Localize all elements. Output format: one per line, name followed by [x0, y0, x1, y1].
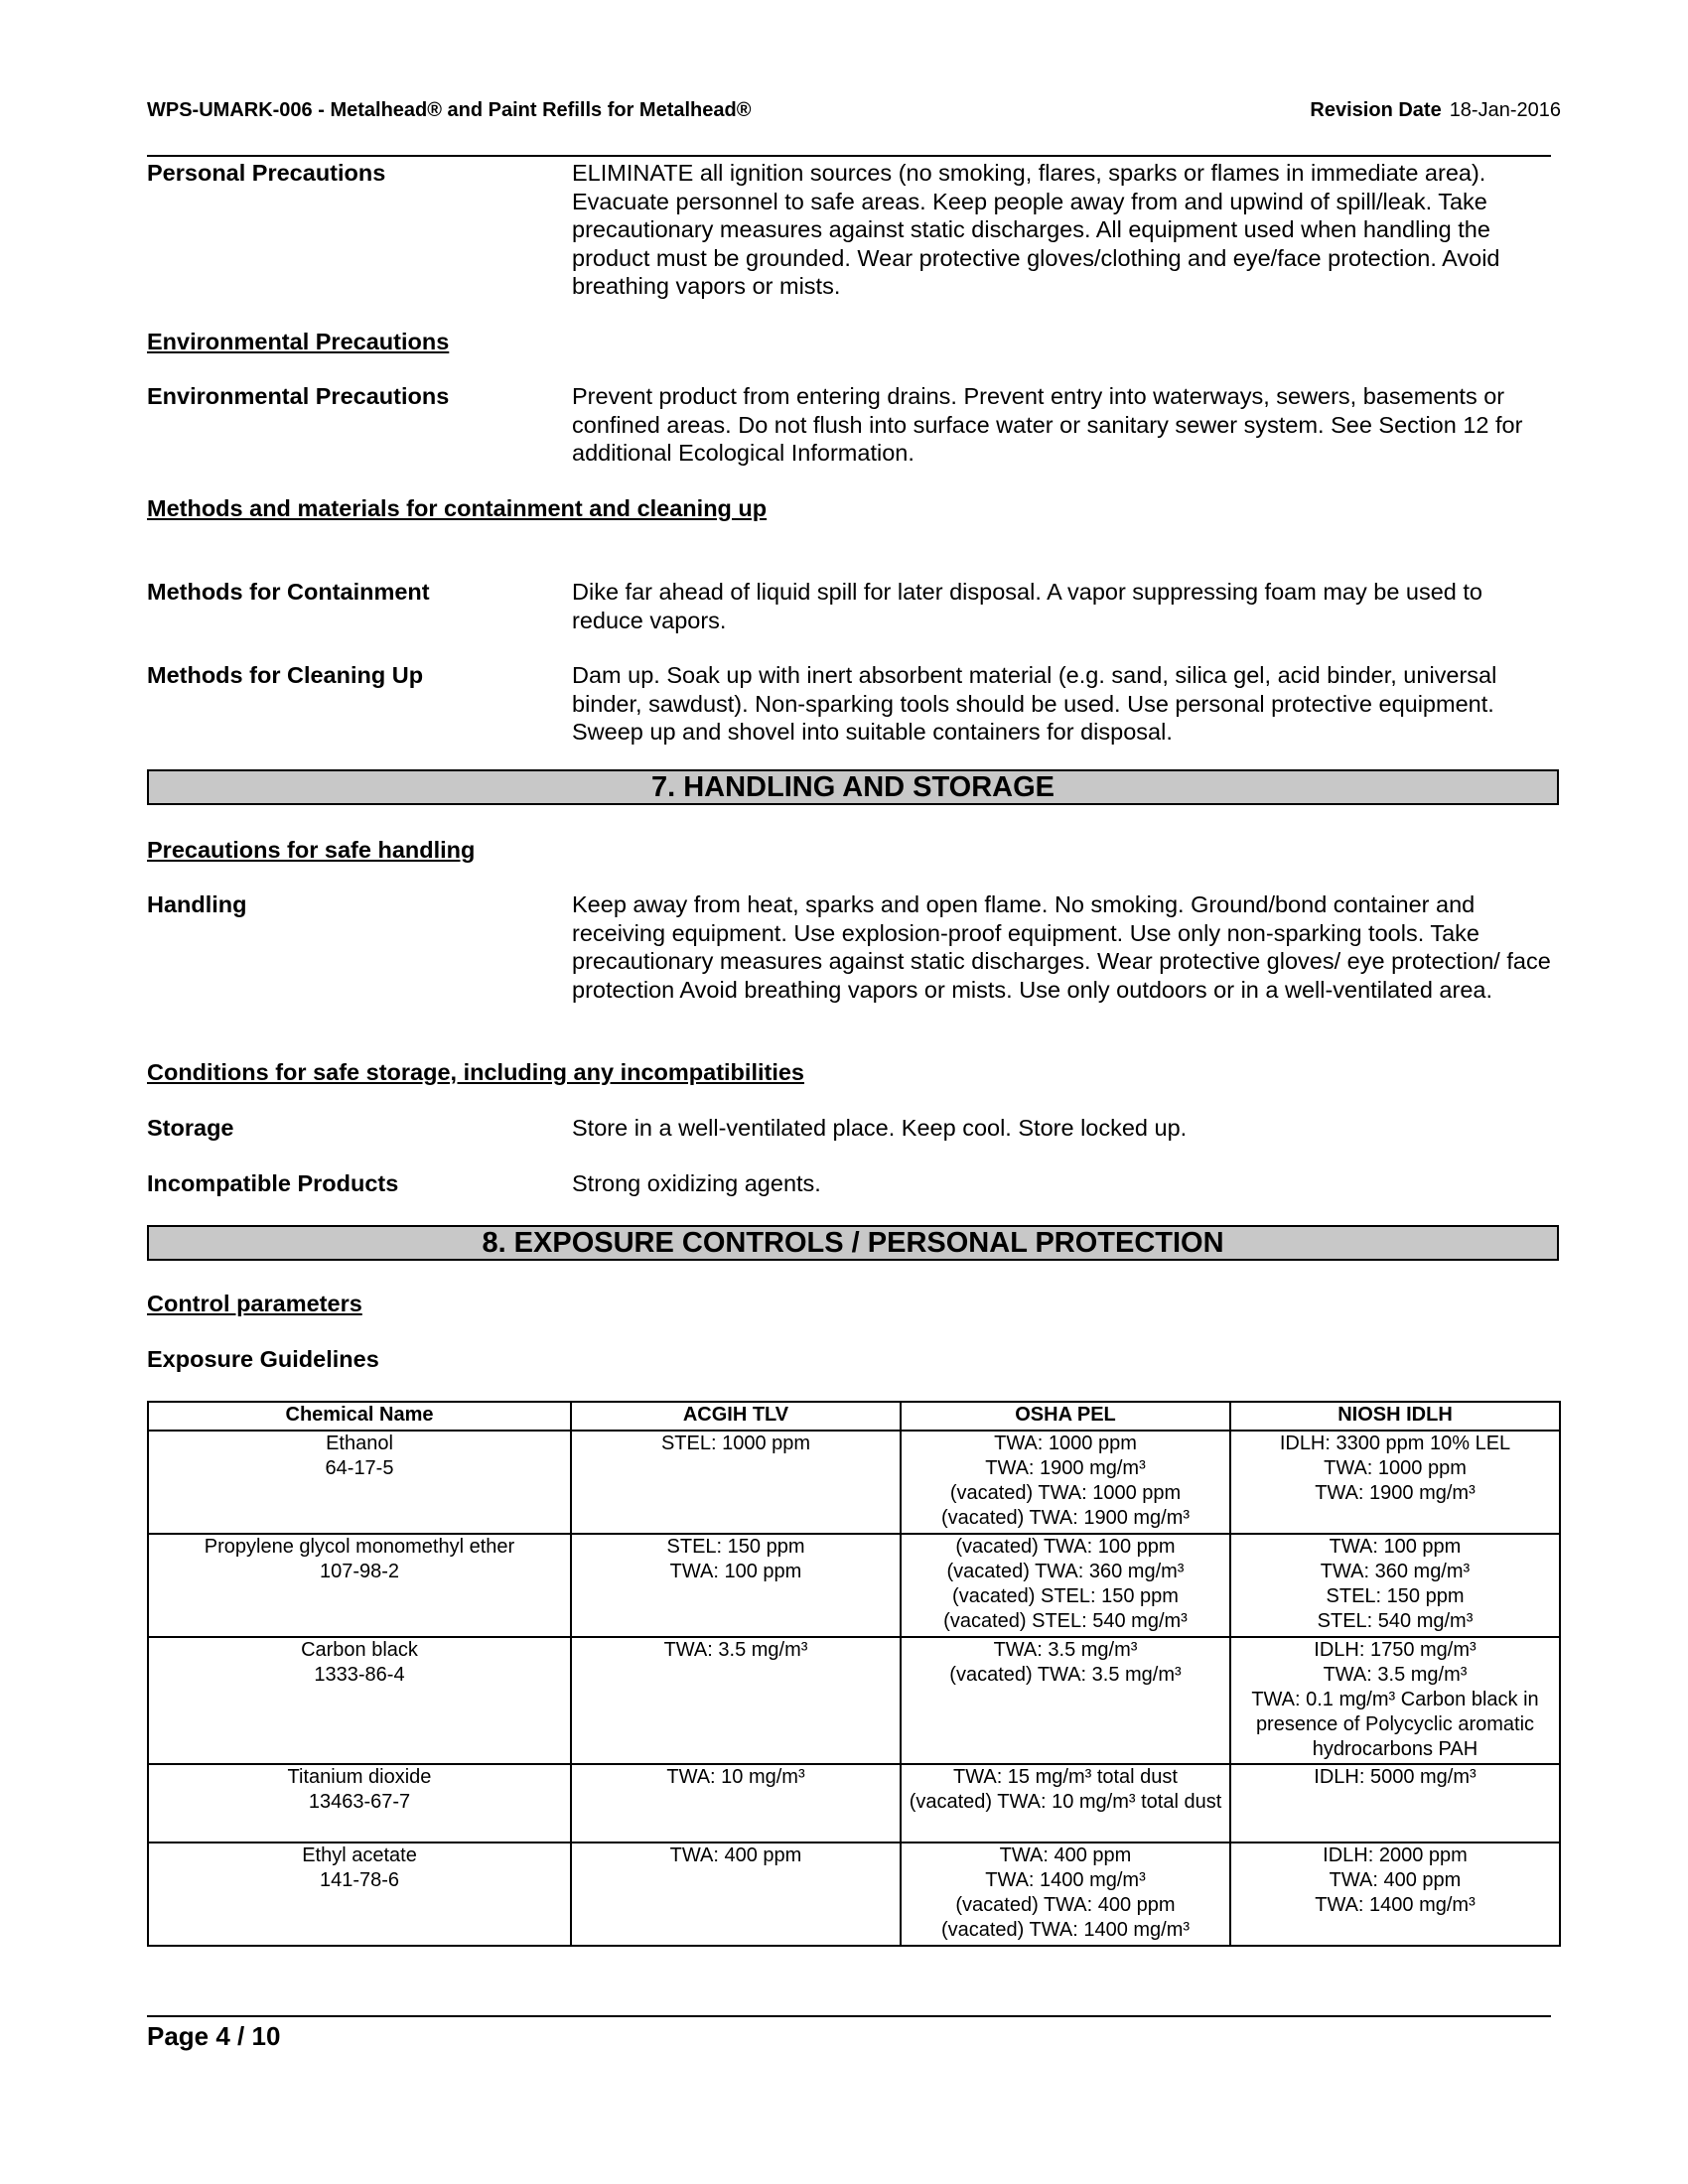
- cell-line: TWA: 1400 mg/m³: [985, 1869, 1146, 1891]
- cell-line: TWA: 1900 mg/m³: [985, 1457, 1146, 1479]
- cell-acgih: [571, 1534, 901, 1637]
- cell-niosh: [1230, 1637, 1560, 1764]
- cell-line: TWA: 400 ppm: [669, 1844, 802, 1866]
- environmental-text: Prevent product from entering drains. Prevent entry into waterways, sewers, basements or confined areas. Do not flush into surface water or sanitary sewer system. See Section 12 for additional Ecological Information.: [572, 383, 1523, 466]
- incompatible-label: Incompatible Products: [147, 1170, 399, 1196]
- header-divider: [147, 155, 1551, 157]
- cell-line: 141-78-6: [319, 1869, 400, 1891]
- handling-label: Handling: [147, 891, 247, 917]
- cell-line: IDLH: 1750 mg/m³: [1314, 1639, 1477, 1661]
- cell-line: TWA: 1400 mg/m³: [1315, 1894, 1476, 1916]
- cell-line: (vacated) STEL: 150 ppm: [952, 1585, 1179, 1607]
- cell-name: [148, 1431, 571, 1534]
- column-header-osha: OSHA PEL: [901, 1402, 1230, 1431]
- revision-info: [1310, 99, 1561, 122]
- cell-line: 1333-86-4: [314, 1664, 405, 1686]
- table-row: [148, 1764, 1560, 1843]
- revision-date: 18-Jan-2016: [1449, 99, 1561, 121]
- cell-line: IDLH: 2000 ppm: [1323, 1844, 1468, 1866]
- cell-line: Propylene glycol monomethyl ether: [204, 1536, 515, 1558]
- revision-label: Revision Date: [1310, 99, 1442, 121]
- cell-osha: [901, 1637, 1230, 1764]
- cell-line: TWA: 400 ppm: [999, 1844, 1132, 1866]
- methods-heading: Methods and materials for containment and cleaning up: [147, 495, 768, 521]
- cell-line: TWA: 1900 mg/m³: [1315, 1482, 1476, 1504]
- cell-osha: [901, 1843, 1230, 1946]
- cell-line: (vacated) TWA: 100 ppm: [955, 1536, 1176, 1558]
- containment-label: Methods for Containment: [147, 579, 430, 605]
- table-row: [148, 1637, 1560, 1764]
- cell-line: (vacated) TWA: 10 mg/m³ total dust: [909, 1791, 1222, 1813]
- cell-acgih: [571, 1431, 901, 1534]
- cell-line: STEL: 540 mg/m³: [1317, 1610, 1474, 1632]
- control-parameters-heading: Control parameters: [147, 1291, 362, 1316]
- cleaning-label: Methods for Cleaning Up: [147, 662, 424, 688]
- cell-line: TWA: 3.5 mg/m³: [1323, 1664, 1468, 1686]
- cell-line: (vacated) STEL: 540 mg/m³: [943, 1610, 1188, 1632]
- cell-line: TWA: 1000 ppm: [994, 1433, 1137, 1454]
- cell-line: STEL: 150 ppm: [666, 1536, 805, 1558]
- cell-line: TWA: 0.1 mg/m³ Carbon black in presence of Polycyclic aromatic hydrocarbons PAH: [1251, 1689, 1539, 1760]
- table-row: [148, 1534, 1560, 1637]
- table-header-row: [148, 1402, 1560, 1431]
- cell-line: IDLH: 3300 ppm 10% LEL: [1279, 1433, 1511, 1454]
- cell-line: TWA: 3.5 mg/m³: [993, 1639, 1138, 1661]
- section-7-banner: 7. HANDLING AND STORAGE: [147, 769, 1559, 805]
- table-row: [148, 1843, 1560, 1946]
- exposure-table: [147, 1401, 1561, 1947]
- cell-niosh: [1230, 1534, 1560, 1637]
- cell-acgih: [571, 1637, 901, 1764]
- column-header-acgih: ACGIH TLV: [571, 1402, 901, 1431]
- column-header-niosh: NIOSH IDLH: [1230, 1402, 1560, 1431]
- exposure-guidelines-label: Exposure Guidelines: [147, 1346, 379, 1372]
- cell-line: TWA: 1000 ppm: [1324, 1457, 1467, 1479]
- handling-text: Keep away from heat, sparks and open flame. No smoking. Ground/bond container and receiving equipment. Use explosion-proof equipment. Use only non-sparking tools. Take precautionary measures against static discharges. Wear protective gloves/ eye protection/ face protection Avoid breathing vapors or mists. Use only outdoors or in a well-ventilated area.: [572, 891, 1551, 1003]
- cell-niosh: [1230, 1764, 1560, 1843]
- cell-line: TWA: 100 ppm: [669, 1561, 802, 1582]
- footer-divider: [147, 2015, 1551, 2017]
- sds-page: [147, 0, 1561, 2184]
- cell-line: Ethyl acetate: [302, 1844, 417, 1866]
- cell-line: TWA: 400 ppm: [1329, 1869, 1462, 1891]
- cell-name: [148, 1637, 571, 1764]
- cell-line: TWA: 15 mg/m³ total dust: [953, 1766, 1178, 1788]
- cell-line: Ethanol: [326, 1433, 393, 1454]
- storage-heading: Conditions for safe storage, including any incompatibilities: [147, 1059, 804, 1085]
- cell-line: TWA: 3.5 mg/m³: [663, 1639, 808, 1661]
- cell-line: 107-98-2: [319, 1561, 400, 1582]
- storage-label: Storage: [147, 1115, 234, 1141]
- containment-text: Dike far ahead of liquid spill for later disposal. A vapor suppressing foam may be used to reduce vapors.: [572, 579, 1483, 633]
- incompatible-text: Strong oxidizing agents.: [572, 1170, 821, 1196]
- cell-line: (vacated) TWA: 3.5 mg/m³: [949, 1664, 1182, 1686]
- page-header: [147, 99, 1561, 129]
- cell-acgih: [571, 1764, 901, 1843]
- environmental-label: Environmental Precautions: [147, 383, 450, 409]
- cell-line: (vacated) TWA: 1400 mg/m³: [940, 1919, 1191, 1941]
- cell-niosh: [1230, 1431, 1560, 1534]
- cell-line: TWA: 360 mg/m³: [1320, 1561, 1471, 1582]
- cell-line: IDLH: 5000 mg/m³: [1314, 1766, 1477, 1788]
- cell-line: 64-17-5: [325, 1457, 394, 1479]
- cell-line: (vacated) TWA: 1900 mg/m³: [940, 1507, 1191, 1529]
- cell-line: STEL: 1000 ppm: [660, 1433, 811, 1454]
- document-title: WPS-UMARK-006 - Metalhead® and Paint Refills for Metalhead®: [147, 99, 752, 121]
- cell-osha: [901, 1431, 1230, 1534]
- page-number: Page 4 / 10: [147, 2021, 281, 2051]
- cell-line: Titanium dioxide: [287, 1766, 432, 1788]
- personal-precautions-text: ELIMINATE all ignition sources (no smoking, flares, sparks or flames in immediate area). Evacuate personnel to safe areas. Keep people away from and upwind of spill/leak. Take precautionary measures against static discharges. All equipment used when handling the product must be grounded. Wear protective gloves/clothing and eye/face protection. Avoid breathing vapors or mists.: [572, 160, 1500, 299]
- cell-name: [148, 1764, 571, 1843]
- cell-line: (vacated) TWA: 400 ppm: [955, 1894, 1176, 1916]
- cell-line: STEL: 150 ppm: [1326, 1585, 1465, 1607]
- safe-handling-heading: Precautions for safe handling: [147, 837, 476, 863]
- cell-line: TWA: 100 ppm: [1329, 1536, 1462, 1558]
- cell-line: 13463-67-7: [308, 1791, 411, 1813]
- cell-osha: [901, 1764, 1230, 1843]
- cell-name: [148, 1843, 571, 1946]
- cell-line: Carbon black: [301, 1639, 418, 1661]
- cleaning-text: Dam up. Soak up with inert absorbent material (e.g. sand, silica gel, acid binder, universal binder, sawdust). Non-sparking tools should be used. Use personal protective equipment. Sweep up and shovel into suitable containers for disposal.: [572, 662, 1497, 745]
- environmental-heading: Environmental Precautions: [147, 329, 450, 354]
- personal-precautions-label: Personal Precautions: [147, 160, 386, 186]
- cell-acgih: [571, 1843, 901, 1946]
- table-row: [148, 1431, 1560, 1534]
- cell-line: (vacated) TWA: 1000 ppm: [949, 1482, 1182, 1504]
- cell-line: (vacated) TWA: 360 mg/m³: [946, 1561, 1185, 1582]
- cell-name: [148, 1534, 571, 1637]
- cell-osha: [901, 1534, 1230, 1637]
- section-8-banner: 8. EXPOSURE CONTROLS / PERSONAL PROTECTION: [147, 1225, 1559, 1261]
- cell-niosh: [1230, 1843, 1560, 1946]
- column-header-chemical: Chemical Name: [148, 1402, 571, 1431]
- cell-line: TWA: 10 mg/m³: [666, 1766, 805, 1788]
- storage-text: Store in a well-ventilated place. Keep cool. Store locked up.: [572, 1115, 1188, 1141]
